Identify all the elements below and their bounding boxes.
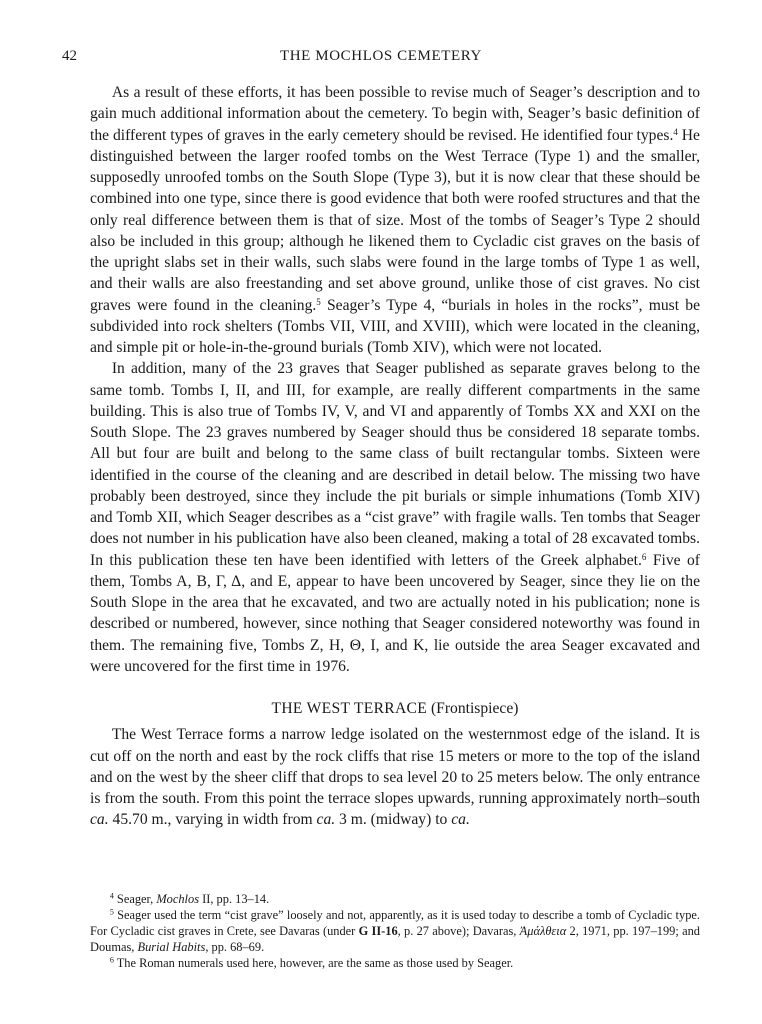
paragraph-1: As a result of these efforts, it has been possible to revise much of Seager’s description and to gain much additional information about the cemetery. To begin with, Seager’s basic definition of the different types of graves in the early cemetery should be revised. He identified four types.$^4$ He distinguished between the larger roofed tombs on the West Terrace (Type 1) and the smaller, supposedly unroofed tombs on the South Slope (Type 3), but it is now clear that these should be combined into one type, since there is good evidence that both were roofed structures and that the only real difference between them is that of size. Most of the tombs of Seager’s Type 2 should also be included in this group; although he likened them to Cycladic cist graves on the basis of the upright slabs set in their walls, such slabs were found in the large tombs of Type 1 as well, and their walls are also freestanding and set above ground, unlike those of cist graves. No cist graves were found in the cleaning.$^5$ Seager’s Type 4, “burials in holes in the rocks”, must be subdivided into rock shelters (Tombs VII, VIII, and XVIII), which were located in the cleaning, and simple pit or hole-in-the-ground burials (Tomb XIV), which were not located. xyxy=(90,84,700,356)
section-heading xyxy=(90,698,700,719)
page-number: 42 xyxy=(62,48,77,64)
footnote-ref-6: 6 xyxy=(641,551,647,562)
paragraph-2: In addition, many of the 23 graves that Seager published as separate graves belong to the same tomb. Tombs I, II, and III, for example, are really different compartments in the same building. This is also true of Tombs IV, V, and VI and apparently of Tombs XX and XXI on the South Slope. The 23 graves numbered by Seager should thus be considered 18 separate tombs. All but four are built and belong to the same class of built rectangular tombs. Sixteen were identified in the course of the cleaning and are described in detail below. The missing two have probably been destroyed, since they include the pit burials or simple inhumations (Tomb XIV) and Tomb XII, which Seager describes as a “cist grave” with fragile walls. Ten tombs that Seager does not number in his publication have also been cleaned, making a total of 28 excavated tombs. In this publication these ten have been identified with letters of the Greek alphabet.$^6$ Five of them, Tombs A, B, Γ, Δ, and E, appear to have been uncovered by Seager, since they lie on the South Slope in the area that he excavated, and two are actually noted in his publication; none is described or numbered, however, since nothing that Seager considered noteworthy was found in them. The remaining five, Tombs Z, H, Θ, I, and K, lie outside the area Seager excavated and were uncovered for the first time in 1976. xyxy=(90,360,700,675)
footnote-ref-5: 5 xyxy=(316,296,321,307)
footnotes xyxy=(90,891,700,971)
footnote-ref-4: 4 xyxy=(673,126,678,137)
main-text xyxy=(90,82,700,831)
section-title: THE WEST TERRACE xyxy=(271,700,428,717)
footnote-5: $^5$ Seager used the term “cist grave” loosely and not, apparently, as it is used today to describe a tomb of Cycladic type. For Cycladic cist graves in Crete, see Davaras (under G II-16, p. 27 above); Davaras, Ἀμάλθεια 2, 1971, pp. 197–199; and Doumas, Burial Habits, pp. 68–69. xyxy=(90,907,700,954)
footnote-4: $^4$ Seager, Mochlos II, pp. 13–14. xyxy=(109,891,270,906)
section-subtitle: (Frontispiece) xyxy=(427,700,519,717)
running-title: THE MOCHLOS CEMETERY xyxy=(279,48,482,64)
footnote-6: $^6$ The Roman numerals used here, however, are the same as those used by Seager. xyxy=(109,955,514,970)
paragraph-3: The West Terrace forms a narrow ledge isolated on the westernmost edge of the island. It is cut off on the north and east by the rock cliffs that rise 15 meters or more to the top of the island and on the west by the sheer cliff that drops to sea level 20 to 25 meters below. The only entrance is from the south. From this point the terrace slopes upwards, running approximately north–south ca. 45.70 m., varying in width from ca. 3 m. (midway) to ca. xyxy=(90,726,700,829)
page-header xyxy=(62,48,700,68)
